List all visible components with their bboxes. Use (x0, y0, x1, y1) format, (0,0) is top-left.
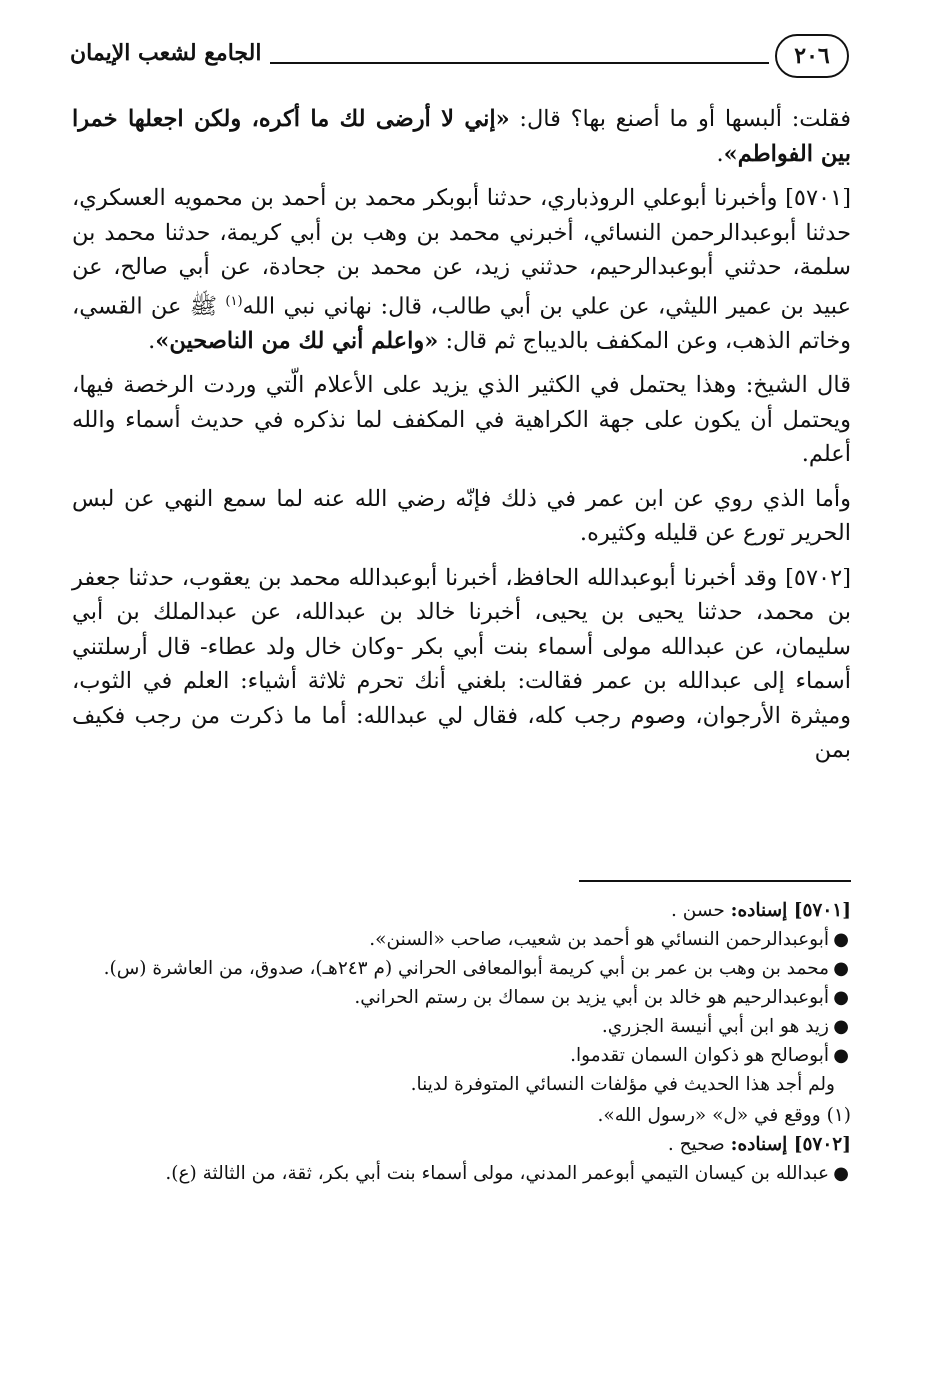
paragraph-sheikh: قال الشيخ: وهذا يحتمل في الكثير الذي يزيد على الأعلام الّتي وردت الرخصة فيها، ويحتمل أن يكون على جهة الكراهية في المكفف لما نذكره في حديث أسماء والله أعلم. (72, 372, 851, 467)
hadith-quote: «واعلم أني لك من الناصحين» (155, 327, 439, 354)
bullet-icon: ● (833, 958, 849, 979)
footnote-5702-list (82, 1159, 851, 1188)
page-header (70, 34, 849, 84)
hadith-end: . (148, 327, 156, 354)
footnote-label: [٥٧٠٢] إسناده: (730, 1134, 851, 1155)
p1-end: . (716, 140, 724, 167)
hadith-number: [٥٧٠٢] (785, 564, 851, 591)
header-rule (270, 62, 769, 64)
footnote-grade: صحيح . (667, 1134, 731, 1155)
footnote-5701-note: ولم أجد هذا الحديث في مؤلفات النسائي المتوفرة لدينا. (410, 1074, 835, 1095)
hadith-text: وأخبرنا أبوعلي الروذباري، حدثنا أبوبكر محمد بن أحمد بن محمويه العسكري، حدثنا أبوعبدالرحمن النسائي، أخبرني محمد بن وهب بن أبي كريمة، حدثنا محمد بن سلمة، حدثني أبوعبدالرحيم، حدثني زيد، عن محمد بن جحادة، عن أبي صالح، عن عبيد بن عمير الليثي، عن علي بن أبي طالب، قال: نهاني نبي الله (72, 185, 851, 319)
list-item: ● محمد بن وهب بن عمر بن أبي كريمة أبوالمعافى الحراني (م ٢٤٣هـ)، صدوق، من العاشرة (س). (82, 954, 829, 983)
page-number: ٢٠٦ (775, 34, 849, 78)
list-item: ● زيد هو ابن أبي أنيسة الجزري. (82, 1012, 829, 1041)
footnote-5702-head (82, 1130, 851, 1159)
paragraph-ibn-umar: وأما الذي روي عن ابن عمر في ذلك فإنّه رضي الله عنه لما سمع النهي عن لبس الحرير تورع عن قليله وكثيره. (72, 485, 851, 546)
hadith-text: وقد أخبرنا أبوعبدالله الحافظ، أخبرنا أبوعبدالله محمد بن يعقوب، حدثنا جعفر بن محمد، حدثنا يحيى بن يحيى، أخبرنا خالد بن عبدالله، عن عبدالملك بن أبي سليمان، عن عبدالله مولى أسماء بنت أبي بكر -وكان خال ولد عطاء- قال أرسلتني أسماء إلى عبدالله بن عمر فقالت: بلغني أنك تحرم ثلاثة أشياء: العلم في الثوب، وميثرة الأرجوان، وصوم رجب كله، فقال لي عبدالله: أما ما ذكرت من رجب فكيف بمن (72, 564, 851, 763)
footnote-5701-head (82, 896, 851, 925)
footnote-separator (579, 880, 851, 882)
footnote-label: [٥٧٠١] إسناده: (730, 900, 851, 921)
hadith-5701 (72, 181, 851, 358)
hadith-text-cont: ﷺ عن القسي، وخاتم الذهب، وعن المكفف بالديباج ثم قال: (72, 293, 851, 354)
bullet-icon: ● (833, 1045, 849, 1066)
bullet-icon: ● (833, 987, 849, 1008)
bullet-icon: ● (833, 1016, 849, 1037)
list-item: ● أبوعبدالرحمن النسائي هو أحمد بن شعيب، صاحب «السنن». (82, 925, 829, 954)
footnotes (82, 896, 851, 1188)
paragraph-1 (72, 102, 851, 171)
list-item: ● أبوصالح هو ذكوان السمان تقدموا. (82, 1041, 829, 1070)
footnote-1: (١) ووقع في «ل» «رسول الله». (597, 1105, 851, 1126)
footnote-5701-list (82, 925, 851, 1070)
bullet-icon: ● (833, 929, 849, 950)
hadith-5702 (72, 561, 851, 768)
main-text (72, 102, 851, 778)
p1-quote: «إني لا أرضى لك ما أكره، ولكن اجعلها خمرا بين الفواطم» (72, 106, 851, 167)
hadith-number: [٥٧٠١] (785, 185, 851, 211)
list-item: ● أبوعبدالرحيم هو خالد بن أبي يزيد بن سماك بن رستم الحراني. (82, 983, 829, 1012)
bullet-icon: ● (833, 1163, 849, 1184)
p1-text: فقلت: ألبسها أو ما أصنع بها؟ قال: (509, 106, 851, 132)
running-title: الجامع لشعب الإيمان (70, 40, 262, 66)
footnote-grade: حسن . (670, 900, 731, 921)
footnote-ref: (١) (225, 293, 243, 309)
list-item: ● عبدالله بن كيسان التيمي أبوعمر المدني، مولى أسماء بنت أبي بكر، ثقة، من الثالثة (ع). (82, 1159, 829, 1188)
